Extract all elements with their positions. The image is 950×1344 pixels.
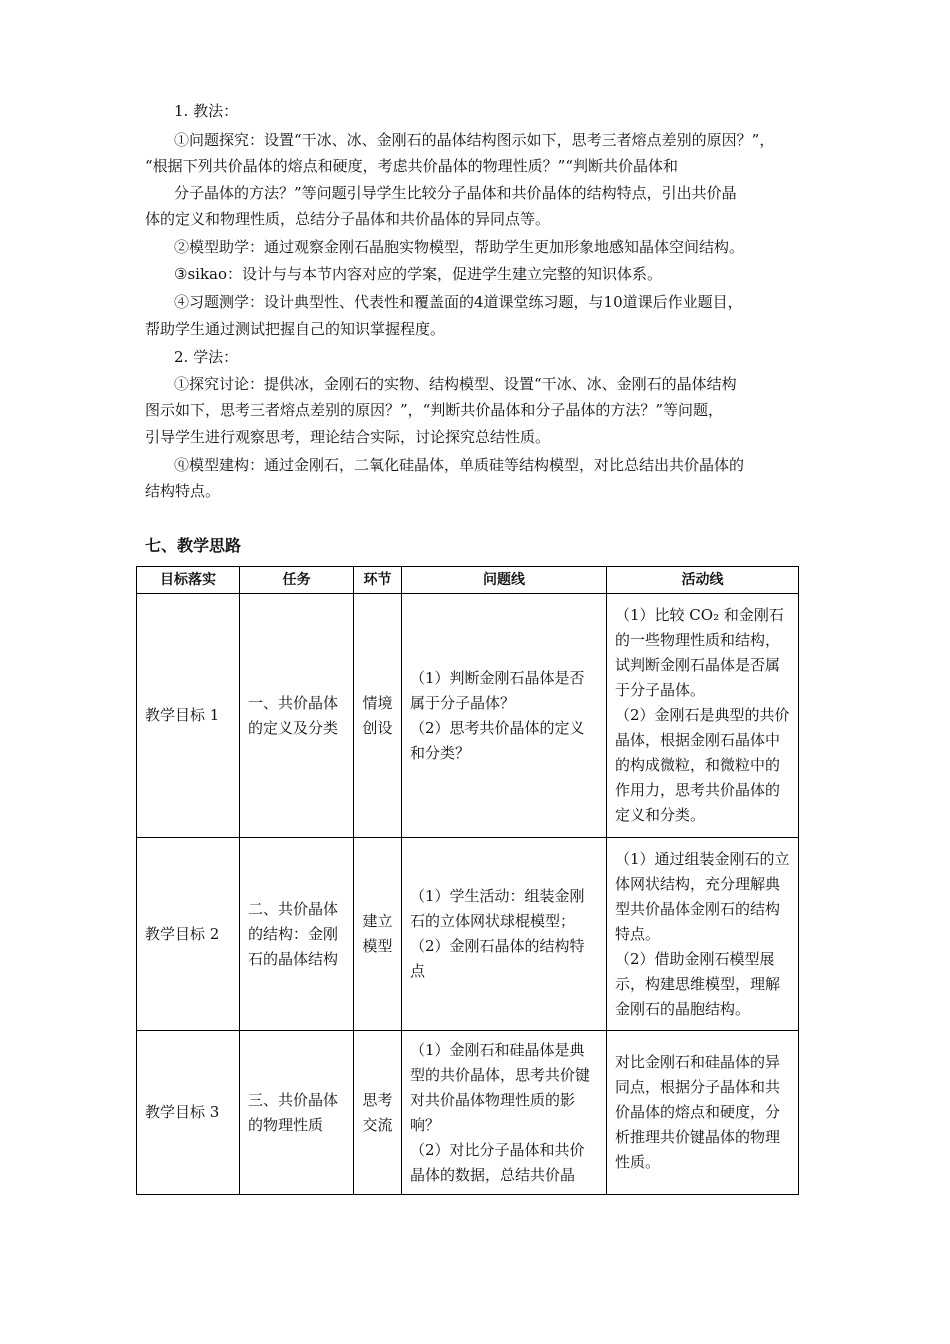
- learning-method-line: 结构特点。: [145, 482, 221, 500]
- stage-cell: 思考交流: [354, 1031, 402, 1195]
- teaching-plan-table: [136, 566, 799, 1195]
- goal-cell: 教学目标 1: [137, 594, 240, 838]
- learning-method-title: 2. 学法：: [174, 348, 239, 366]
- header-activities: 活动线: [607, 567, 799, 594]
- question-item: （1）判断金刚石晶体是否属于分子晶体？: [410, 668, 585, 712]
- activity-item: （1）通过组装金刚石的立体网状结构，充分理解典型共价晶体金刚石的结构特点。: [615, 849, 790, 943]
- teaching-method-line: “根据下列共价晶体的熔点和硬度，考虑共价晶体的物理性质？”“判断共价晶体和: [145, 157, 679, 175]
- header-task: 任务: [240, 567, 354, 594]
- task-cell: 一、共价晶体的定义及分类: [240, 594, 354, 838]
- teaching-method-line: 帮助学生通过测试把握自己的知识掌握程度。: [145, 320, 446, 338]
- questions-cell: [402, 594, 607, 838]
- table-header-row: [137, 567, 799, 594]
- goal-cell: 教学目标 3: [137, 1031, 240, 1195]
- teaching-method-line: ①问题探究：设置“干冰、冰、金刚石的晶体结构图示如下，思考三者熔点差别的原因？”，: [174, 131, 775, 149]
- learning-method-line: 图示如下，思考三者熔点差别的原因？”，“判断共价晶体和分子晶体的方法？”等问题，: [145, 401, 724, 419]
- teaching-method-line: 体的定义和物理性质，总结分子晶体和共价晶体的异同点等。: [145, 210, 551, 228]
- question-item: （2）对比分子晶体和共价晶体的数据，总结共价晶: [410, 1140, 585, 1184]
- activities-cell: [607, 594, 799, 838]
- learning-method-line: ①探究讨论：提供冰，金刚石的实物、结构模型、设置“干冰、冰、金刚石的晶体结构: [174, 375, 737, 393]
- table-row: [137, 1031, 799, 1195]
- activities-cell: [607, 838, 799, 1031]
- goal-cell: 教学目标 2: [137, 838, 240, 1031]
- task-cell: 二、共价晶体的结构：金刚石的晶体结构: [240, 838, 354, 1031]
- teaching-method-line: 分子晶体的方法？”等问题引导学生比较分子晶体和共价晶体的结构特点，引出共价晶: [174, 184, 737, 202]
- section-heading: 七、教学思路: [145, 536, 242, 555]
- header-stage: 环节: [354, 567, 402, 594]
- header-goal: 目标落实: [137, 567, 240, 594]
- questions-cell: [402, 838, 607, 1031]
- teaching-method-line: ④习题测学：设计典型性、代表性和覆盖面的4道课堂练习题，与10道课后作业题目，: [174, 293, 743, 311]
- table-row: [137, 838, 799, 1031]
- questions-cell: [402, 1031, 607, 1195]
- task-cell: 三、共价晶体的物理性质: [240, 1031, 354, 1195]
- teaching-method-title: 1. 教法：: [174, 102, 239, 120]
- activity-item: 对比金刚石和硅晶体的异同点，根据分子晶体和共价晶体的熔点和硬度，分析推理共价键晶体的物理性质。: [615, 1053, 781, 1171]
- stage-cell: 情境创设: [354, 594, 402, 838]
- activity-item: （2）金刚石是典型的共价晶体，根据金刚石晶体中的构成微粒，和微粒中的作用力，思考共价晶体的定义和分类。: [615, 706, 790, 824]
- question-item: （2）金刚石晶体的结构特点: [410, 937, 585, 980]
- activity-item: （2）借助金刚石模型展示，构建思维模型，理解金刚石的晶胞结构。: [615, 949, 781, 1018]
- teaching-method-line: ③sikao：设计与与本节内容对应的学案，促进学生建立完整的知识体系。: [174, 265, 663, 283]
- question-item: （2）思考共价晶体的定义和分类？: [410, 718, 585, 762]
- stage-cell: 建立模型: [354, 838, 402, 1031]
- learning-method-line: ⓠ模型建构：通过金刚石，二氧化硅晶体，单质硅等结构模型，对比总结出共价晶体的: [174, 456, 745, 474]
- question-item: （1）金刚石和硅晶体是典型的共价晶体，思考共价键对共价晶体物理性质的影响？: [410, 1040, 591, 1134]
- activities-cell: [607, 1031, 799, 1195]
- header-questions: 问题线: [402, 567, 607, 594]
- activity-item: （1）比较 CO₂ 和金刚石的一些物理性质和结构，试判断金刚石晶体是否属于分子晶体。: [615, 606, 784, 699]
- question-item: （1）学生活动：组装金刚石的立体网状球棍模型；: [410, 887, 585, 930]
- learning-method-line: 引导学生进行观察思考，理论结合实际，讨论探究总结性质。: [145, 428, 551, 446]
- teaching-method-line: ②模型助学：通过观察金刚石晶胞实物模型，帮助学生更加形象地感知晶体空间结构。: [174, 238, 745, 256]
- table-row: [137, 594, 799, 838]
